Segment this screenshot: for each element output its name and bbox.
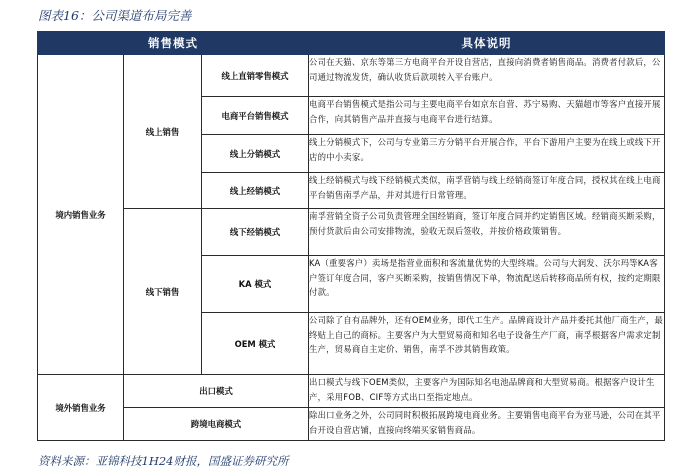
mode-online-distribution: 线上分销模式 (202, 135, 309, 173)
subcategory-offline: 线下销售 (124, 209, 202, 375)
table-header-row (38, 32, 665, 55)
mode-ka: KA 模式 (202, 256, 309, 313)
figure-title: 图表16：公司渠道布局完善 (38, 8, 192, 23)
mode-platform-sales: 电商平台销售模式 (202, 97, 309, 135)
desc-online-dealer: 线上经销模式与线下经销模式类似，南孚营销与线上经销商签订年度合同，授权其在线上电商平台销售南孚产品，并对其进行日常管理。 (309, 173, 665, 209)
mode-cross-border: 跨境电商模式 (124, 408, 309, 441)
category-domestic: 境内销售业务 (38, 55, 124, 375)
desc-cross-border: 除出口业务之外，公司同时积极拓展跨境电商业务。主要销售电商平台为亚马逊，公司在其平台开设自营店铺，直接向终端买家销售商品。 (309, 408, 665, 441)
sales-channel-table (37, 31, 665, 441)
desc-oem: 公司除了自有品牌外，还有OEM业务，即代工生产。品牌商设计产品并委托其他厂商生产，最终贴上自己的商标。主要客户为大型贸易商和知名电子设备生产厂商，南孚根据客户需求定制生产，贸易商自主定价、销售，南孚不涉其销售政策。 (309, 313, 665, 375)
header-description: 具体说明 (309, 32, 665, 55)
desc-online-direct-retail: 公司在天猫、京东等第三方电商平台开设自营店，直接向消费者销售商品。消费者付款后，公司通过物流发货，确认收货后款项转入平台账户。 (309, 55, 665, 97)
desc-offline-dealer: 南孚营销全资子公司负责管理全国经销商，签订年度合同并约定销售区域。经销商买断采购，预付货款后由公司安排物流，验收无误后签收，并按价格政策销售。 (309, 209, 665, 256)
table-row (38, 375, 665, 408)
desc-export: 出口模式与线下OEM类似，主要客户为国际知名电池品牌商和大型贸易商。根据客户设计生产，采用FOB、CIF等方式出口至指定地点。 (309, 375, 665, 408)
table-row (38, 209, 665, 256)
subcategory-online: 线上销售 (124, 55, 202, 209)
source-note: 资料来源：亚锦科技1H24财报，国盛证券研究所 (38, 454, 289, 468)
desc-ka: KA（重要客户）卖场是指营业面积和客流量优势的大型终端。公司与大润发、沃尔玛等KA客户签订年度合同，客户买断采购，按销售情况下单，物流配送后转移商品所有权，按约定期限付款。 (309, 256, 665, 313)
mode-export: 出口模式 (124, 375, 309, 408)
mode-online-direct-retail: 线上直销零售模式 (202, 55, 309, 97)
table-row (38, 408, 665, 441)
table-row (38, 55, 665, 97)
header-sales-mode: 销售模式 (38, 32, 309, 55)
mode-offline-dealer: 线下经销模式 (202, 209, 309, 256)
mode-oem: OEM 模式 (202, 313, 309, 375)
mode-online-dealer: 线上经销模式 (202, 173, 309, 209)
category-overseas: 境外销售业务 (38, 375, 124, 441)
desc-platform-sales: 电商平台销售模式是指公司与主要电商平台如京东自营、苏宁易购、天猫超市等客户直接开展合作，向其销售产品并直接与电商平台进行结算。 (309, 97, 665, 135)
desc-online-distribution: 线上分销模式下，公司与专业第三方分销平台开展合作，平台下游用户主要为在线上或线下开店的中小卖家。 (309, 135, 665, 173)
